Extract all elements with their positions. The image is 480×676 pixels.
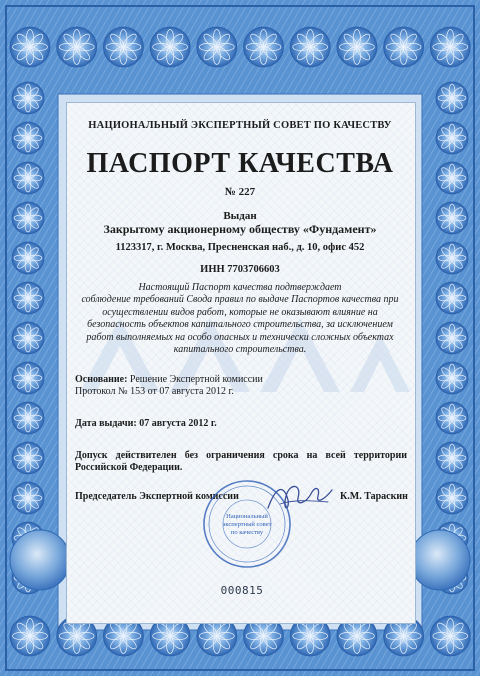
frame-rosette xyxy=(436,322,468,354)
frame-rosette xyxy=(436,362,468,394)
frame-rosette xyxy=(244,27,284,67)
certificate-number: № 227 xyxy=(224,186,256,198)
intro-line: осуществлении видов работ, которые не оказывают влияние на xyxy=(102,306,378,318)
frame-rosette xyxy=(290,27,330,67)
frame-rosette xyxy=(430,27,470,67)
frame-rosette xyxy=(12,82,44,114)
chair-label: Председатель Экспертной комиссии xyxy=(75,491,239,502)
intro-line: безопасность объектов капитального строительства, за исключением xyxy=(87,319,393,331)
issue-date: Дата выдачи: 07 августа 2012 г. xyxy=(75,418,217,429)
frame-rosette xyxy=(197,27,237,67)
frame-rosette xyxy=(12,482,44,514)
intro-paragraph xyxy=(70,282,410,356)
signature xyxy=(262,478,340,518)
frame-rosette xyxy=(12,362,44,394)
frame-rosette xyxy=(10,27,50,67)
frame-rosette xyxy=(12,282,44,314)
certificate-title: ПАСПОРТ КАЧЕСТВА xyxy=(86,148,394,179)
frame-rosette xyxy=(337,27,377,67)
company-inn: ИНН 7703706603 xyxy=(200,264,280,275)
issued-label: Выдан xyxy=(223,210,257,222)
frame-rosette xyxy=(436,82,468,114)
basis-label: Основание: xyxy=(75,374,128,385)
frame-rosette xyxy=(430,616,470,656)
frame-rosette xyxy=(57,27,97,67)
intro-line: капитального строительства. xyxy=(173,344,307,356)
company-name: Закрытому акционерному обществу «Фундамент» xyxy=(103,222,377,236)
basis-line xyxy=(75,374,263,385)
frame-rosette xyxy=(103,27,143,67)
access-statement: Допуск действителен без ограничения срока на всей территории Российской Федерации. xyxy=(75,450,407,473)
frame-rosette xyxy=(436,482,468,514)
protocol-line: Протокол № 153 от 07 августа 2012 г. xyxy=(75,386,234,397)
stamp-line: по качеству xyxy=(230,529,264,536)
frame-rosette xyxy=(150,27,190,67)
council-name: НАЦИОНАЛЬНЫЙ ЭКСПЕРТНЫЙ СОВЕТ ПО КАЧЕСТВУ xyxy=(88,120,392,131)
intro-line: соблюдение требований Свода правил по выдаче Паспортов качества при xyxy=(81,294,399,306)
stamp-line: Национальный xyxy=(226,513,268,520)
basis-text: Решение Экспертной комиссии xyxy=(129,374,263,385)
serial-number: 000815 xyxy=(220,584,264,597)
intro-line: Настоящий Паспорт качества подтверждает xyxy=(138,282,342,293)
frame-rosette xyxy=(12,322,44,354)
frame-rosette xyxy=(436,282,468,314)
chair-name: К.М. Тараскин xyxy=(340,491,408,502)
frame-rosette xyxy=(10,616,50,656)
intro-line: работ выполняемых на особо опасных и технически сложных объектах xyxy=(86,331,394,343)
frame-rosette xyxy=(436,442,468,474)
frame-rosette xyxy=(12,442,44,474)
stamp-line: экспертный совет xyxy=(222,521,272,528)
frame-rosette xyxy=(384,27,424,67)
company-address: 1123317, г. Москва, Пресненская наб., д. 10, офис 452 xyxy=(115,242,365,253)
frame-rosette xyxy=(12,402,44,434)
frame-rosette xyxy=(436,402,468,434)
